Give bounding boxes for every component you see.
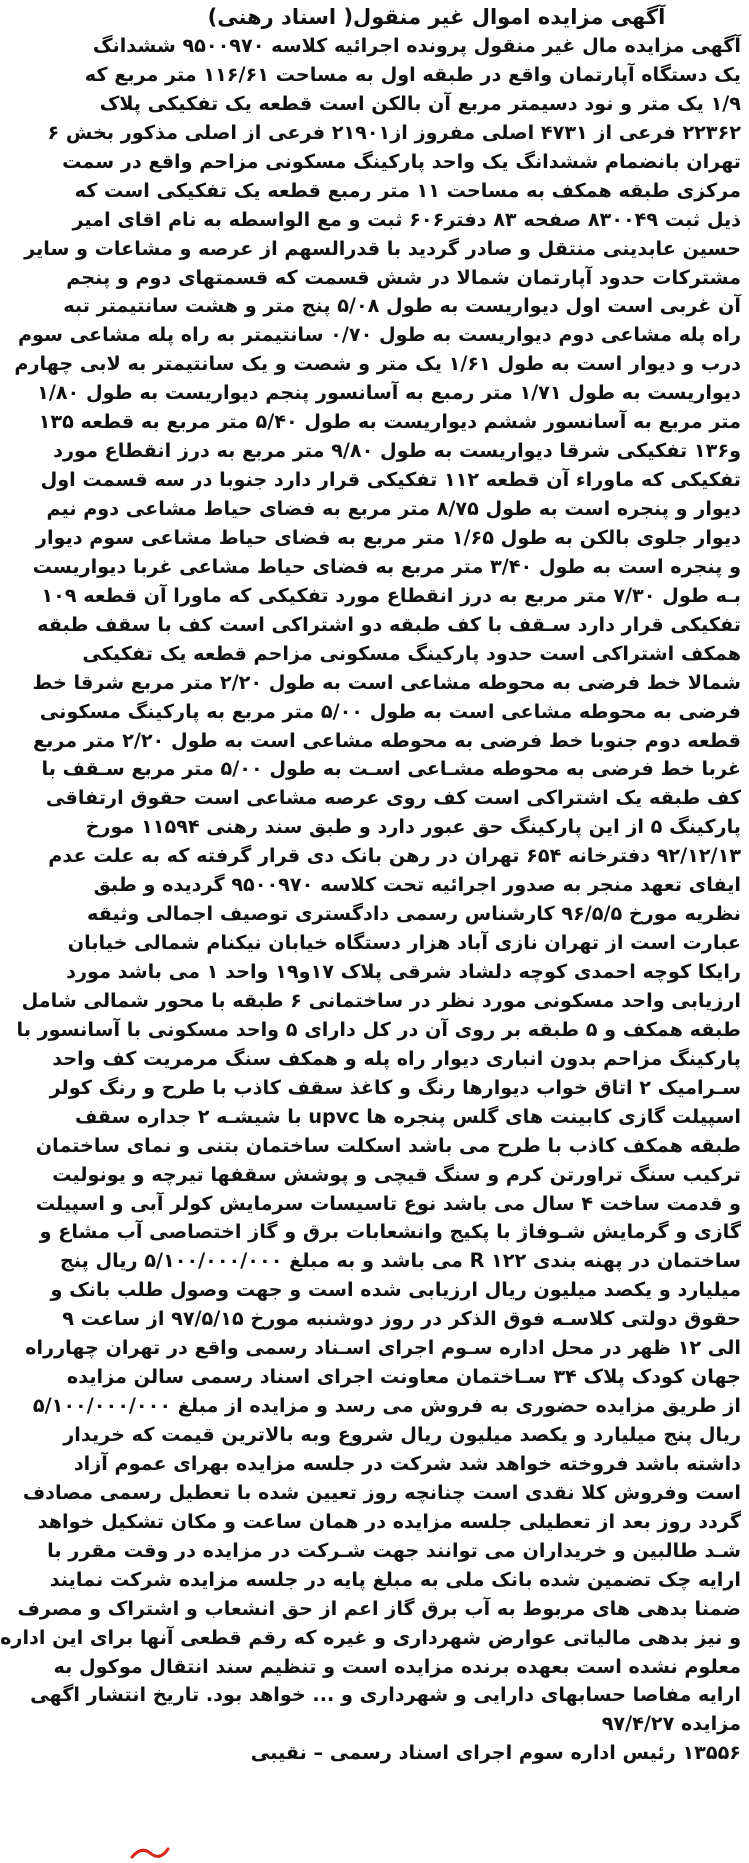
notice-line: نظریه مورخ ۹۶/۵/۵ کارشناس رسمی دادگستری توصیف اجمالی وثیقه — [86, 902, 741, 926]
notice-line: ترکیب سنگ تراورتن کرم و سنگ قیچی و پوشش سقفها تیرچه و یونولیت — [52, 1162, 741, 1186]
corner-stamp-fragment — [130, 1844, 170, 1860]
notice-line: دیوار و پنجره است به طول ۸/۷۵ متر مربع به فضای حیاط مشاعی دوم نیم — [46, 497, 741, 520]
notice-line: معلوم نشده است بعهده برنده مزایده است و تنظیم سند انتقال موکول به — [53, 1654, 741, 1678]
notice-line: ارزیابی واحد مسکونی مورد نظر در ساختمانی ۶ طبقه با محور شمالی شامل — [21, 988, 741, 1012]
notice-line: و۱۳۶ تفکیکی شرقا دیواریست به طول ۹/۸۰ متر مربع به درز انقطاع مورد — [53, 439, 741, 463]
notice-line: داشته باشد فروخته خواهد شد شرکت در جلسه مزایده بهرای عموم آزاد — [73, 1451, 741, 1475]
notice-line: شمالا خط فرضی به محوطه مشاعی است به طول ۲/۲۰ متر مربع شرقا خط — [32, 670, 741, 694]
notice-line: یک دستگاه آپارتمان واقع در طبقه اول به مساحت ۱۱۶/۶۱ متر مربع که — [84, 62, 741, 86]
notice-line: جهان کودک پلاک ۳۴ سـاختمان معاونت اجرای اسناد رسمی سالن مزایده — [66, 1365, 741, 1389]
notice-line: کف طبقه یک اشتراکی است کف روی عرصه مشاعی است حقوق ارتفاقی — [45, 786, 741, 810]
notice-line: عبارت است از تهران نازی آباد هزار دستگاه خیابان نیکنام شمالی خیابان — [67, 931, 741, 955]
notice-line: حسین عابدینی منتقل و صادر گردید با قدرالسهم از عرصه و مشاعات و سایر — [24, 236, 741, 260]
notice-line: راه پله مشاعی دوم دیواریست به طول ۰/۷۰ سانتیمتر به راه پله مشاعی سوم — [17, 323, 741, 347]
notice-title: آگهی مزایده اموال غیر منقول( اسناد رهنی) — [207, 5, 666, 29]
notice-line: و نیز بدهی مالیاتی عوارض شهرداری و غیره که رقم قطعی آنها برای این اداره — [0, 1625, 741, 1649]
notice-line: درب و دیوار است به طول ۱/۶۱ یک متر و شصت و یک سانتیمتر به لابی چهارم — [14, 352, 741, 376]
notice-line: ارایه چک تضمین شده بانک ملی به مبلغ پایه در جلسه مزایده شرکت نمایند — [49, 1567, 741, 1591]
notice-line: ضمنا بدهی های مربوط به آب برق گاز اعم از حق انشعاب و اشتراک و مصرف — [17, 1596, 741, 1620]
notice-line: است وفروش کلا نقدی است چنانچه روز تعیین شده با تعطیل رسمی مصادف — [22, 1480, 741, 1504]
notice-line: مزایده ۹۷/۴/۲۷ — [601, 1712, 741, 1736]
notice-line: ریال پنج میلیارد و یکصد میلیون ریال شروع وبه بالاترین قیمت که خریدار — [63, 1423, 741, 1446]
notice-signature: ۱۳۵۵۶ رئیس اداره سوم اجرای اسناد رسمی – نقیبی — [250, 1741, 741, 1765]
notice-line: متر مربع به آسانسور ششم دیواریست به طول ۵/۴۰ متر مربع به قطعه ۱۳۵ — [38, 410, 741, 434]
notice-line: طبقه همکف و ۵ طبقه بر روی آن در کل دارای ۵ واحد مسکونی با آسانسور با — [16, 1017, 741, 1041]
notice-line: غربا خط فرضی به محوطه مشـاعی اسـت به طول ۵/۰۰ متر مربع سـقف با — [41, 757, 741, 781]
notice-line: اسپیلت گازی کابینت های گلس پنجره ها upvc با شیشـه ۲ جداره سقف — [74, 1104, 741, 1128]
notice-line: ۲۲۳۶۲ فرعی از ۴۷۳۱ اصلی مفروز از۲۱۹۰۱ فرعی از اصلی مذکور بخش ۶ — [47, 120, 741, 144]
notice-line: ساختمان در پهنه بندی R ۱۲۲ می باشد و به مبلغ ۵/۱۰۰/۰۰۰/۰۰۰ ریال پنج — [59, 1249, 741, 1273]
notice-line: پارکینگ ۵ از این پارکینگ حق عبور دارد و طبق سند رهنی ۱۱۵۹۴ مورخ — [85, 815, 741, 839]
notice-line: بـه طول ۷/۳۰ متر مربع به درز انقطاع مورد تفکیکی که ماورا آن قطعه ۱۰۹ — [41, 583, 741, 607]
notice-line: مرکزی طبقه همکف به مساحت ۱۱ متر رمبع قطعه یک تفکیکی است که — [74, 178, 741, 202]
notice-line: تفکیکی قرار دارد سـقف با کف طبقه دو اشتراکی است کف با سقف طبقه — [37, 612, 741, 636]
notice-line: سـرامیک ۲ اتاق خواب دیوارها رنگ و کاغذ سقف کاذب با طرح و رنگ کولر — [49, 1075, 741, 1099]
notice-line: دیواریست به طول ۱/۷۱ متر رمبع به آسانسور پنجم دیواریست به طول ۱/۸۰ — [37, 381, 741, 405]
notice-line: از طریق مزایده حضوری به فروش می رسد و مزایده از مبلغ ۵/۱۰۰/۰۰۰/۰۰۰ — [32, 1394, 741, 1418]
notice-line: فرضی به محوطه مشاعی است به طول ۵/۰۰ متر مربع به پارکینگ مسکونی — [39, 699, 741, 723]
notice-line: ایفای تعهد منجر به صدور اجرائیه تحت کلاسه ۹۵۰۰۹۷۰ گردیده و طبق — [93, 873, 741, 897]
notice-line: و پنجره است به طول ۳/۴۰ متر مربع به فضای حیاط مشاعی غربا دیواریست — [32, 554, 741, 578]
notice-line: همکف اشتراکی است حدود پارکینگ مسکونی مزاحم قطعه یک تفکیکی — [82, 641, 741, 665]
notice-line: ۹۲/۱۲/۱۳ دفترخانه ۶۵۴ تهران در رهن بانک دی قرار گرفته که به علت عدم — [48, 844, 741, 868]
notice-line: ذیل ثبت ۸۳۰۰۴۹ صفحه ۸۳ دفتر۶۰۶ ثبت و مع الواسطه به نام اقای امیر — [72, 207, 741, 231]
notice-line: گردد روز بعد از تعطیلی جلسه مزایده در همان ساعت و مکان تشکیل خواهد — [37, 1509, 741, 1533]
notice-line: ارایه مفاصا حسابهای دارایی و شهرداری و ... خواهد بود. تاریخ انتشار اگهی — [30, 1683, 741, 1707]
notice-line: تهران بانضمام ششدانگ یک واحد پارکینگ مسکونی مزاحم واقع در سمت — [62, 149, 741, 173]
notice-line: حقوق دولتی کلاسـه فوق الذکر در روز دوشنبه مورخ ۹۷/۵/۱۵ از ساعت ۹ — [62, 1307, 741, 1331]
notice-line: و قدمت ساخت ۴ سال می باشد نوع تاسیسات سرمایش کولر آبی و اسپیلت — [35, 1191, 741, 1215]
notice-line: پارکینگ مزاحم بدون انباری دیوار راه پله و همکف سنگ مرمریت کف واحد — [52, 1046, 741, 1070]
notice-body — [0, 32, 741, 1739]
notice-line: تفکیکی که ماوراء آن قطعه ۱۱۲ تفکیکی قرار دارد جنوبا در سه قسمت اول — [40, 468, 741, 492]
notice-line: دیوار جلوی بالکن به طول ۱/۶۵ متر مربع به فضای حیاط مشاعی سوم دیوار — [35, 525, 741, 549]
notice-line: مشترکات حدود آپارتمان شمالا در شش قسمت که قسمتهای دوم و پنجم — [66, 265, 741, 289]
notice-line: آگهی مزایده مال غیر منقول پرونده اجرائیه کلاسه ۹۵۰۰۹۷۰ ششدانگ — [92, 34, 741, 57]
notice-line: آن غربی است اول دیواریست به طول ۵/۰۸ پنج متر و هشت سانتیمتر تبه — [63, 294, 741, 318]
notice-line: گازی و گرمایش شـوفاژ با پکیج وانشعابات برق و گاز اختصاصی آب مشاع و — [39, 1220, 741, 1244]
notice-line: الی ۱۲ ظهر در محل اداره سـوم اجرای اسـناد رسمی واقع در تهران چهارراه — [25, 1336, 741, 1360]
notice-line: شـد طالبین و خریداران می توانند جهت شـرکت در مزایده در وقت مقرر با — [47, 1538, 741, 1562]
notice-line: طبقه همکف کاذب با طرح می باشد اسکلت ساختمان بتنی و نمای ساختمان — [35, 1133, 741, 1157]
notice-line: میلیارد و یکصد میلیون ریال ارزیابی شده است و جهت وصول طلب بانک و — [50, 1278, 741, 1302]
notice-line: قطعه دوم جنوبا خط فرضی به محوطه مشاعی است به طول ۲/۲۰ متر مربع — [32, 728, 741, 752]
notice-line: رایکا کوچه احمدی کوچه دلشاد شرقی پلاک ۱۷و۱۹ واحد ۱ می باشد مورد — [66, 960, 741, 983]
notice-line: ۱/۹ یک متر و نود دسیمتر مربع آن بالکن است قطعه یک تفکیکی پلاک — [99, 91, 741, 115]
